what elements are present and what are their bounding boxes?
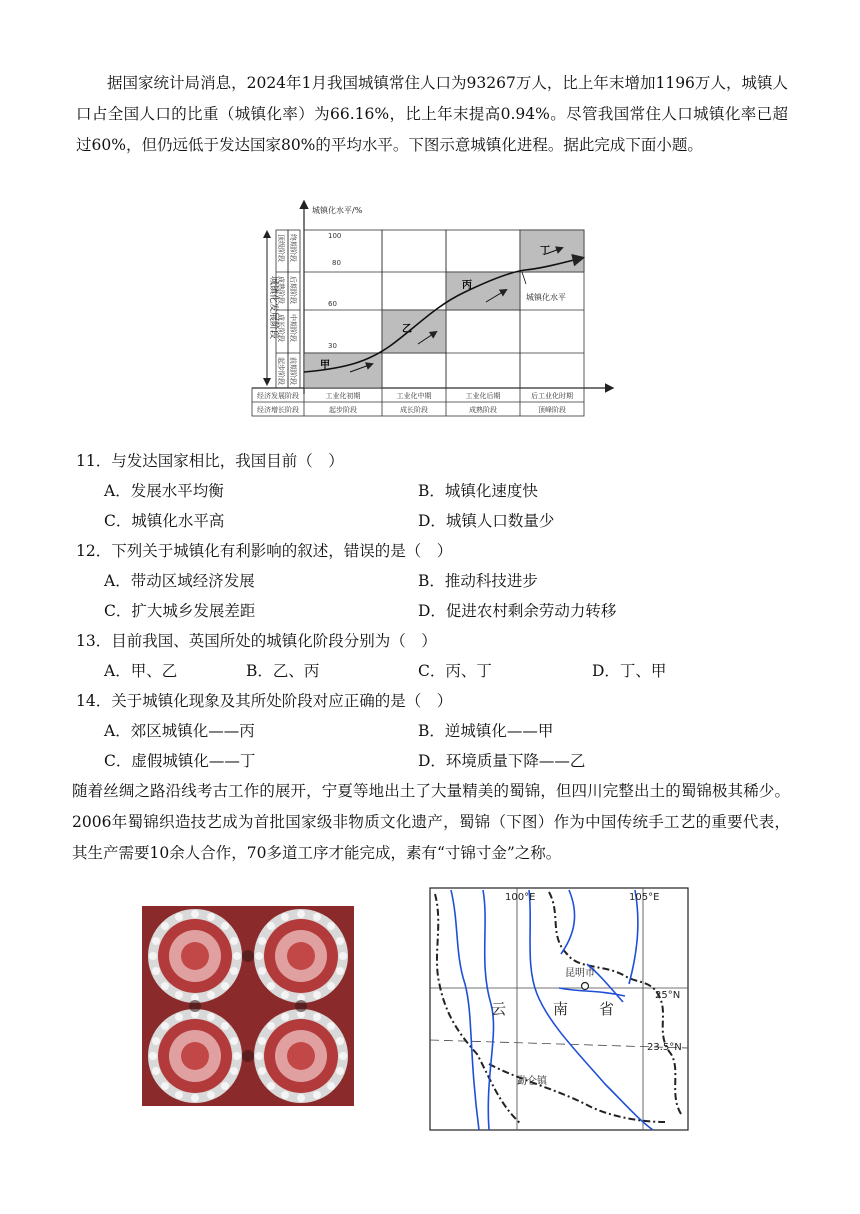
question-number: 13．: [76, 632, 112, 650]
q14-option-a[interactable]: A．郊区城镇化——丙: [104, 722, 255, 740]
q13-option-d[interactable]: D．丁、甲: [592, 662, 667, 680]
tick-60: 60: [328, 300, 337, 308]
question-14: [76, 686, 452, 716]
tick-100: 100: [328, 232, 342, 240]
curve-label: 城镇化水平: [526, 293, 566, 302]
q12-option-a[interactable]: A．带动区域经济发展: [104, 572, 255, 590]
question-stem: 与发达国家相比，我国目前（ ）: [111, 452, 344, 470]
row2-cell-1: 起步阶段: [329, 406, 357, 414]
box-bing: [446, 272, 520, 310]
stage-label-4: 起步阶段: [277, 357, 285, 385]
lat-label-25: 25°N: [655, 990, 681, 1001]
y-axis-title: 城镇化水平/%: [312, 206, 363, 215]
stage-label-3: 成长阶段: [277, 314, 285, 342]
intro-paragraph: 据国家统计局消息，2024年1月我国城镇常住人口为93267万人，比上年末增加1196万人，城镇人口占全国人口的比重（城镇化率）为66.16%，比上年末提高0.94%。尽管我国常住人口城镇化率已超过60%，但仍远低于发达国家80%的平均水平。下图示意城镇化进程。据此完成下面小题。: [76, 74, 788, 154]
row1-cell-4: 后工业化时期: [531, 392, 573, 400]
tick-80: 80: [332, 259, 341, 267]
q13-option-b[interactable]: B．乙、丙: [246, 662, 320, 680]
q11-option-b[interactable]: B．城镇化速度快: [418, 482, 538, 500]
yunnan-map: [429, 884, 691, 1134]
box-label-yi: 乙: [402, 324, 412, 335]
lon-label-105: 105°E: [629, 892, 660, 903]
period-label-3: 中期阶段: [289, 314, 297, 342]
q12-option-b[interactable]: B．推动科技进步: [418, 572, 538, 590]
q12-option-d[interactable]: D．促进农村剩余劳动力转移: [418, 602, 617, 620]
question-12: [76, 536, 452, 566]
left-axis-label: 城镇化发展阶段: [268, 276, 278, 340]
province-char-2: 南: [553, 1000, 569, 1018]
tick-30: 30: [328, 342, 337, 350]
question-number: 12．: [76, 542, 112, 560]
question-number: 14．: [76, 692, 112, 710]
city-label-kunming: 昆明市: [565, 968, 595, 979]
province-char-1: 云: [491, 1000, 507, 1018]
kunming-marker: [582, 983, 589, 990]
question-number: 11．: [76, 452, 112, 470]
row1-header: 经济发展阶段: [257, 392, 299, 400]
lat-label-23-5: 23.5°N: [647, 1042, 682, 1053]
lon-label-100: 100°E: [505, 892, 536, 903]
stage-label-2: 成熟阶段: [277, 276, 285, 304]
question-stem: 目前我国、英国所处的城镇化阶段分别为（ ）: [111, 632, 437, 650]
box-label-bing: 丙: [462, 280, 472, 291]
row2-header: 经济增长阶段: [257, 406, 299, 414]
question-stem: 关于城镇化现象及其所处阶段对应正确的是（ ）: [111, 692, 453, 710]
q12-option-c[interactable]: C．扩大城乡发展差距: [104, 602, 256, 620]
q11-option-a[interactable]: A．发展水平均衡: [104, 482, 224, 500]
row1-cell-1: 工业化初期: [325, 392, 361, 400]
question-13: [76, 626, 437, 656]
urbanization-chart: [250, 196, 615, 420]
box-label-jia: 甲: [320, 360, 330, 371]
box-label-ding: 丁: [540, 246, 550, 257]
row2-cell-3: 成熟阶段: [469, 406, 497, 414]
row2-cell-4: 顶峰阶段: [538, 406, 566, 414]
q13-option-a[interactable]: A．甲、乙: [104, 662, 178, 680]
town-label-menglun: 勐仑镇: [517, 1076, 547, 1087]
passage-shujin: 随着丝绸之路沿线考古工作的展开，宁夏等地出土了大量精美的蜀锦，但四川完整出土的蜀锦极其稀少。2006年蜀锦织造技艺成为首批国家级非物质文化遗产，蜀锦（下图）作为中国传统手工艺的重要代表，其生产需要10余人合作，70多道工序才能完成，素有“寸锦寸金”之称。: [72, 782, 790, 862]
row2-cell-2: 成长阶段: [400, 406, 428, 414]
question-stem: 下列关于城镇化有利影响的叙述，错误的是（ ）: [111, 542, 453, 560]
q11-option-d[interactable]: D．城镇人口数量少: [418, 512, 555, 530]
q14-option-d[interactable]: D．环境质量下降——乙: [418, 752, 586, 770]
q14-option-c[interactable]: C．虚假城镇化——丁: [104, 752, 256, 770]
period-label-2: 后期阶段: [289, 276, 297, 304]
stage-label-1: 顶级阶段: [277, 234, 285, 262]
shu-brocade-image: [142, 906, 354, 1106]
box-yi: [382, 310, 446, 353]
q13-option-c[interactable]: C．丙、丁: [418, 662, 492, 680]
question-11: [76, 446, 344, 476]
q11-option-c[interactable]: C．城镇化水平高: [104, 512, 225, 530]
row1-cell-2: 工业化中期: [396, 392, 432, 400]
row1-cell-3: 工业化后期: [465, 392, 501, 400]
province-char-3: 省: [599, 1000, 615, 1018]
q14-option-b[interactable]: B．逆城镇化——甲: [418, 722, 554, 740]
period-label-4: 前期阶段: [289, 357, 297, 385]
period-label-1: 终期阶段: [289, 234, 297, 262]
